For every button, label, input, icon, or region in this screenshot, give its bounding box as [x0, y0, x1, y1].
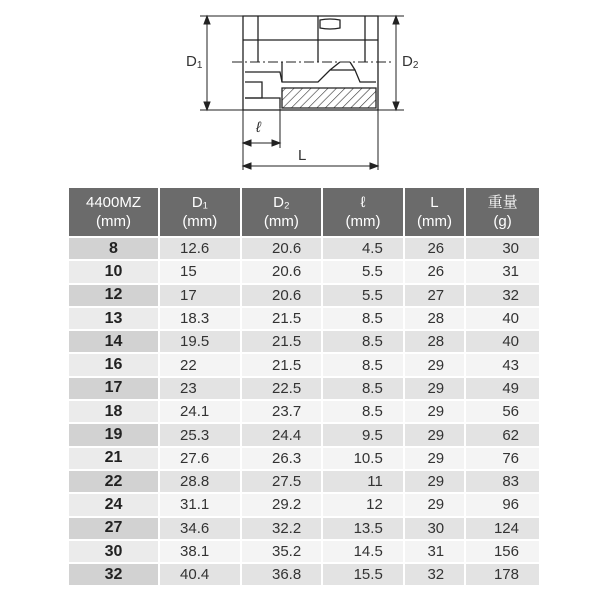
l-cell: 28	[405, 308, 464, 329]
d2-header-unit: (mm)	[263, 213, 299, 230]
l-header	[405, 188, 464, 236]
d1-cell: 22	[160, 354, 240, 375]
l-cell: 29	[405, 401, 464, 422]
d2-cell: 20.6	[242, 261, 322, 282]
weight-cell: 96	[466, 494, 539, 515]
table-row	[69, 564, 539, 585]
size-cell: 27	[69, 518, 158, 539]
l-small-cell: 14.5	[323, 541, 403, 562]
d2-label: D2	[402, 53, 419, 71]
l-small-cell: 8.5	[323, 331, 403, 352]
d2-header-label: D₂	[273, 194, 290, 211]
d1-cell: 19.5	[160, 331, 240, 352]
weight-cell: 62	[466, 424, 539, 445]
l-small-cell: 15.5	[323, 564, 403, 585]
size-header-label: 4400MZ	[85, 194, 142, 211]
weight-cell: 83	[466, 471, 539, 492]
d1-header-label: D₁	[191, 194, 208, 211]
l-small-cell: 5.5	[323, 285, 403, 306]
d1-cell: 15	[160, 261, 240, 282]
d2-cell: 35.2	[242, 541, 322, 562]
size-cell: 19	[69, 424, 158, 445]
weight-cell: 156	[466, 541, 539, 562]
l-cell: 29	[405, 471, 464, 492]
l-small-cell: 8.5	[323, 401, 403, 422]
d1-cell: 28.8	[160, 471, 240, 492]
l-small-header-unit: (mm)	[345, 213, 381, 230]
l-header-label: L	[430, 194, 439, 211]
spec-table	[67, 186, 541, 587]
size-cell: 18	[69, 401, 158, 422]
l-small-cell: 9.5	[323, 424, 403, 445]
d1-label: D1	[186, 53, 203, 71]
d1-dimension	[200, 16, 243, 110]
size-cell: 21	[69, 448, 158, 469]
table-row	[69, 448, 539, 469]
l-cell: 28	[405, 331, 464, 352]
l-cell: 32	[405, 564, 464, 585]
l-small-label: ℓ	[256, 119, 261, 136]
table-row	[69, 285, 539, 306]
weight-cell: 43	[466, 354, 539, 375]
socket-drawing	[232, 16, 392, 110]
size-cell: 22	[69, 471, 158, 492]
d2-cell: 21.5	[242, 308, 322, 329]
size-cell: 32	[69, 564, 158, 585]
weight-cell: 31	[466, 261, 539, 282]
l-small-header-label: ℓ	[360, 194, 366, 211]
l-small-cell: 5.5	[323, 261, 403, 282]
size-cell: 13	[69, 308, 158, 329]
weight-cell: 30	[466, 238, 539, 259]
table-row	[69, 378, 539, 399]
size-header-unit: (mm)	[96, 213, 131, 230]
d2-cell: 26.3	[242, 448, 322, 469]
table-row	[69, 354, 539, 375]
l-cell: 27	[405, 285, 464, 306]
d2-cell: 32.2	[242, 518, 322, 539]
table-row	[69, 424, 539, 445]
l-small-header	[323, 188, 403, 236]
l-cell: 30	[405, 518, 464, 539]
l-header-unit: (mm)	[416, 213, 452, 230]
size-cell: 14	[69, 331, 158, 352]
l-cell: 29	[405, 494, 464, 515]
d2-cell: 23.7	[242, 401, 322, 422]
weight-header	[466, 188, 539, 236]
weight-cell: 49	[466, 378, 539, 399]
size-cell: 30	[69, 541, 158, 562]
l-cell: 29	[405, 354, 464, 375]
d1-cell: 25.3	[160, 424, 240, 445]
weight-cell: 32	[466, 285, 539, 306]
d1-cell: 27.6	[160, 448, 240, 469]
table-row	[69, 331, 539, 352]
d2-cell: 24.4	[242, 424, 322, 445]
d2-cell: 21.5	[242, 354, 322, 375]
weight-cell: 40	[466, 331, 539, 352]
d2-dimension	[378, 16, 404, 110]
d1-cell: 12.6	[160, 238, 240, 259]
weight-header-label: 重量	[487, 194, 518, 211]
l-small-cell: 4.5	[323, 238, 403, 259]
spec-table-body	[69, 238, 539, 585]
table-row	[69, 238, 539, 259]
l-label: L	[298, 147, 307, 164]
l-small-cell: 8.5	[323, 354, 403, 375]
d1-cell: 38.1	[160, 541, 240, 562]
d1-header-unit: (mm)	[182, 213, 218, 230]
size-cell: 12	[69, 285, 158, 306]
table-row	[69, 518, 539, 539]
l-small-cell: 12	[323, 494, 403, 515]
l-small-dimension	[243, 108, 280, 170]
size-header	[69, 188, 158, 236]
d1-cell: 34.6	[160, 518, 240, 539]
d2-cell: 27.5	[242, 471, 322, 492]
header-row	[69, 188, 539, 236]
table-row	[69, 401, 539, 422]
d2-cell: 29.2	[242, 494, 322, 515]
l-small-cell: 13.5	[323, 518, 403, 539]
weight-cell: 76	[466, 448, 539, 469]
d2-cell: 20.6	[242, 238, 322, 259]
l-cell: 26	[405, 238, 464, 259]
l-dimension	[243, 110, 378, 170]
table-row	[69, 471, 539, 492]
l-cell: 31	[405, 541, 464, 562]
table-row	[69, 261, 539, 282]
l-small-cell: 8.5	[323, 308, 403, 329]
l-small-cell: 8.5	[323, 378, 403, 399]
weight-header-unit: (g)	[493, 213, 512, 230]
table-row	[69, 308, 539, 329]
d2-header	[242, 188, 322, 236]
socket-dimension-diagram	[0, 0, 600, 185]
size-cell: 17	[69, 378, 158, 399]
d1-header	[160, 188, 240, 236]
size-cell: 16	[69, 354, 158, 375]
weight-cell: 40	[466, 308, 539, 329]
d1-cell: 31.1	[160, 494, 240, 515]
table-row	[69, 541, 539, 562]
weight-cell: 56	[466, 401, 539, 422]
l-cell: 29	[405, 448, 464, 469]
l-cell: 26	[405, 261, 464, 282]
d2-cell: 22.5	[242, 378, 322, 399]
weight-cell: 124	[466, 518, 539, 539]
l-small-cell: 11	[323, 471, 403, 492]
d1-cell: 40.4	[160, 564, 240, 585]
l-small-cell: 10.5	[323, 448, 403, 469]
d1-cell: 23	[160, 378, 240, 399]
d1-cell: 24.1	[160, 401, 240, 422]
l-cell: 29	[405, 378, 464, 399]
table-row	[69, 494, 539, 515]
d1-cell: 18.3	[160, 308, 240, 329]
d1-cell: 17	[160, 285, 240, 306]
size-cell: 10	[69, 261, 158, 282]
size-cell: 8	[69, 238, 158, 259]
size-cell: 24	[69, 494, 158, 515]
d2-cell: 21.5	[242, 331, 322, 352]
d2-cell: 36.8	[242, 564, 322, 585]
weight-cell: 178	[466, 564, 539, 585]
d2-cell: 20.6	[242, 285, 322, 306]
l-cell: 29	[405, 424, 464, 445]
